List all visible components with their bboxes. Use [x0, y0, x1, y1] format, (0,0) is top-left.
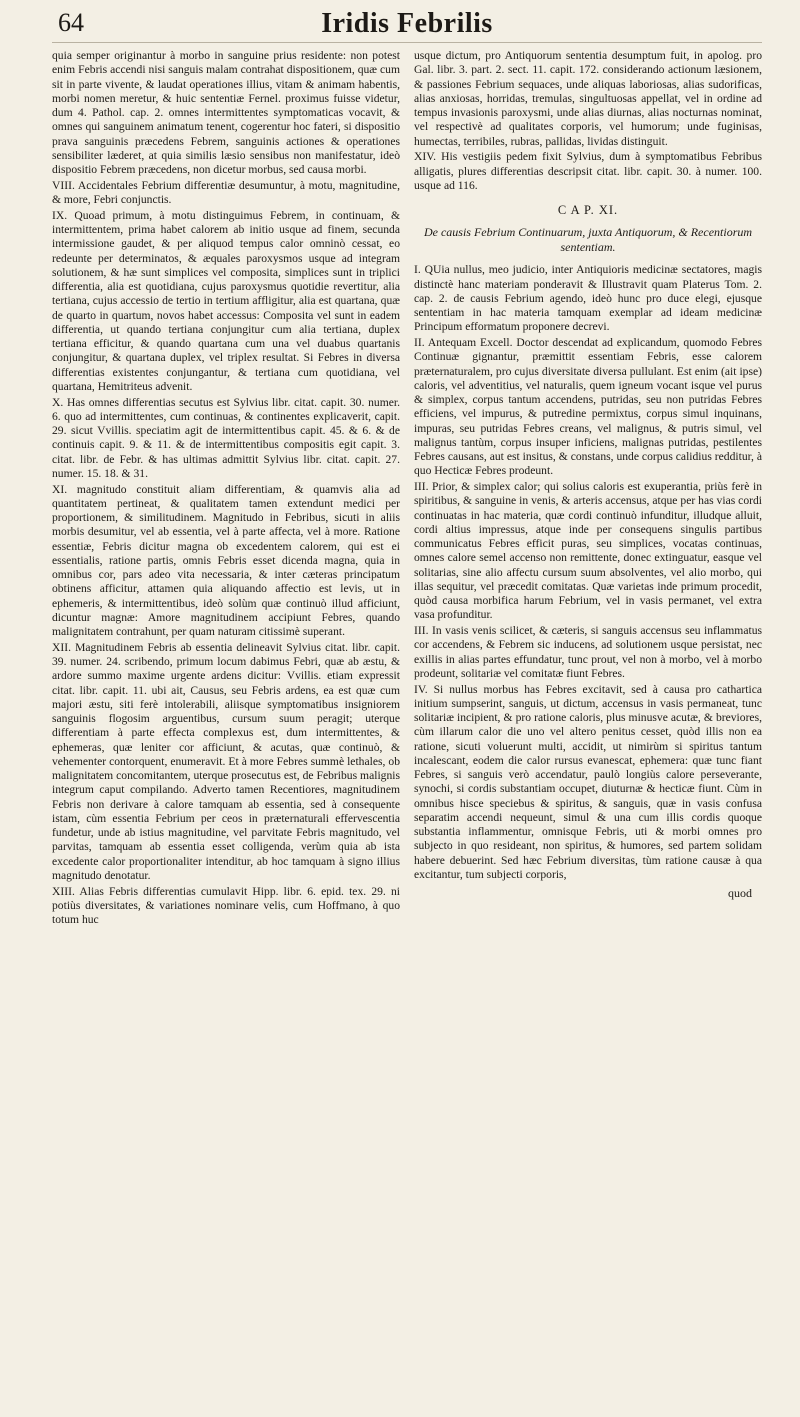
left-paragraph: XI. magnitudo constituit aliam differentiam, & quamvis alia ad quantitatem pertineat, & qualitatem tamen extendunt medici per proportionem, & similitudinem. Magnitudo in Febribus, sicuti in aliis morbis desumitur, vel ab essentia, vel à parte affecta, vel à more. Ratione essentiæ, Febris dicitur magna ob excedentem calorem, qui est ei essentialis, ratione partis, omnis Febris esset dicenda magna, quia in omnibus cor, pars adeo vita necessaria, & inter cæteras principatum obtinens afficitur, attamen quia aliquando affectio est levis, ut in ephemeris, & intermittentibus, ideò solùm quæ continuò illud afficiunt, dicuntur magnæ: Amore magnitudinem accipiunt Febres, quando malignitatem contrahunt, per quam naturam citissimè superant.	[52, 482, 400, 638]
chapter-subtitle: De causis Febrium Continuarum, juxta Antiquorum, & Recentiorum sententiam.	[423, 225, 753, 255]
right-paragraph: III. In vasis venis scilicet, & cæteris, si sanguis accensus seu inflammatus cor accendens, & Febrem sic inducens, ad solutionem usque persistat, nec exillis in alias partes effundatur, tunc prout, vel non à morbo, vel à morbo prodeunt, solitariæ vel comitatæ fiunt Febres.	[414, 624, 762, 680]
left-paragraph: IX. Quoad primum, à motu distinguimus Febrem, in continuam, & intermittentem, prima habet calorem ab initio usque ad finem, secunda intermissione gaudet, & per aliquod tempus calor omninò cessat, eo redeunte per determinatos, & æquales paroxysmos usque ad integram solutionem, & hæ sunt simplices vel composita, simplices sunt in triplici differentia, alia est quotidiana, cujus paroxysmus quotidie revertitur, alia tertiana, cujus accessio de tertio in tertium affligitur, alia est quartana, quæ de quarto in quartum, novos habet accessus: Composita vel sunt in eadem differentia, ut quando tertiana conjungitur cum alia tertiana, duplex tertiana efficitur, & quando quartana cum una vel duabus quartanis conjungitur, & quartana duplex, vel triplex resultat. Si Febres in diversa differentias existentes conjungantur, & tertiana cum quotidiana, vel quartana, Hemitriteus advenit.	[52, 208, 400, 393]
page-number: 64	[58, 8, 84, 37]
left-column	[52, 49, 400, 929]
right-paragraph: III. Prior, & simplex calor; qui solius caloris est exuperantia, priùs ferè in spiritibus, & sanguine in venis, & arteris accensus, atque per has vias cordi continuatas in hac materia, quæ cordi continuò infunditur, illudque alluit, cordi altius impressus, atque inde per consequens singulis partibus communicatus Febres efficit puras, seu simplices, vocatas continuas, omnes calore semel accenso non remittente, donec extinguatur, easque vel solitarias, sine alio affectu cursum suum absolventes, vel alio morbo, qui illas sequitur, vel præcedit comitatas. Quæ varietas inde primum procedit, quòd causa morbifica harum Febrium, vel in vasis permanet, vel extra vasa profunditur.	[414, 480, 762, 622]
right-paragraph: usque dictum, pro Antiquorum sententia desumptum fuit, in apolog. pro Gal. libr. 3. part. 2. sect. 11. capit. 172. considerando actionum læsionem, & passiones Febrium sequaces, unde aliquas laboriosas, alias sudorificas, alias anxiosas, horridas, tremulas, singultuosas appellat, vel in ordine ad tempus invasionis paroxysmi, unde alias diurnas, alias nocturnas nominat, vel respectivè ad qualitates corporis, vel humorum; unde fuginisas, humectas, terribiles, rubras, pallidas, lividas distinguit.	[414, 49, 762, 148]
left-paragraph: VIII. Accidentales Febrium differentiæ desumuntur, à motu, magnitudine, & more, Febri conjunctis.	[52, 178, 400, 206]
left-paragraph: X. Has omnes differentias secutus est Sylvius libr. citat. capit. 30. numer. 6. quo ad intermittentes, cum continuas, & continentes explicaverit, capit. 29. sicut Vvillis. speciatim agit de intermittentibus capit. 45. & 6. & de continuis capit. 9. & 11. & de intermittentibus compositis egit capit. 3. citat. libr. de Febr. & has ultimas admittit Sylvius libr. citat. capit. 27. numer. 15. 18. & 31.	[52, 395, 400, 480]
right-paragraph: XIV. His vestigiis pedem fixit Sylvius, dum à symptomatibus Febribus alligatis, plures differentias descripsit citat. libr. capit. 30. à numer. 100. usque ad 116.	[414, 150, 762, 192]
page-header	[52, 8, 762, 43]
chapter-heading: C A P. XI.	[557, 203, 619, 217]
right-paragraph: IV. Si nullus morbus has Febres excitavit, sed à causa pro cathartica initium sumpserint, sanguis, ut dictum, accensus in vasis permaneat, tunc solitariæ incipient, & pro ratione caloris, plus minusve acutæ, & breviores, cùm illarum calor die uno vel altero penitus cesset, quòd illis non ea ratione, sicuti voluerunt multi, accidit, ut nimirùm si spiritus tantum incalescant, eodem die calor rursus evanescat, ephemera: quæ tunc fiant Febres, si sanguis verò accendatur, paulò longiùs calore perseverante, synochi, si cordis substantiam occupet, diuturnæ & hecticæ fiunt. Cùm in omnibus hisce speciebus & spiritus, & sanguis, quæ in vasis confusa separatim accendi nequeunt, simul & una cum illis cordis quoque substantia inflammentur, omnisque Febris, uti & morbi omnes pro subjecto in quo resideant, non spiritus, & humores, sed partem solidam habere debuerint. Sed hæc Febrium diversitas, tùm ratione causæ à qua excitantur, tum subjecti corporis,	[414, 682, 762, 881]
right-paragraph: II. Antequam Excell. Doctor descendat ad explicandum, quomodo Febres Continuæ gignantur, præmittit essentiam Febris, esse calorem præternaturalem, pro cujus diversitate diversa pullulant. Est enim (ait ipse) caloris, vel adventitius, vel naturalis, quem igneum vocant isque vel purus & simplex, corpus tantum accendens, putridas, seu non putridas Febres efficiens, vel impurus, & putredine permixtus, corpus simul inquinans, impuras, seu putridas Febres creans, vel malignus, & putris simul, vel malignus tantùm, corpus insuper inficiens, malignas putridas, pestilentes Febres causans, aut est insitus, & constans, unde corpus calidius redditur, à quo Hecticæ Febres prodeunt.	[414, 336, 762, 478]
left-paragraph: XIII. Alias Febris differentias cumulavit Hipp. libr. 6. epid. tex. 29. ni potiùs diversitates, & variationes nominare velis, cum Hoffmano, à quo totum huc	[52, 884, 400, 926]
running-head: Iridis Febrilis	[321, 8, 493, 39]
left-paragraph: XII. Magnitudinem Febris ab essentia delineavit Sylvius citat. libr. capit. 39. numer. 24. scribendo, primum locum dabimus Febri, quæ ab æstu, & ardore summo maxime urgente ardens dicitur: Vvillis. etiam expressit citat. libr. capit. 11. ubi ait, Causus, seu Febris ardens, ea est quæ cum majori æstu, siti ferè intolerabili, aliisque symptomatibus insigniorem sanguinis flogosim arguentibus, cursum suum peragit; uterque differentiam à parte effecta complexus est, dum intermittentes, & ephemeras, quæ leniter cor afficiunt, & acutas, quæ continuò, & vehementer contorquent, enumeravit. Et à more Febres summè lethales, ob malignitatem concomitantem, uterque prosecutus est, de Febribus malignis integrum caput compilando. Adverto tamen Recentiores, magnitudinem Febris non derivare à calore tamquam ab essentia, sed à consequente istam, cùm essentia Febrium per ceos in præternaturali effervescentia fundetur, unde ab istius magnitudine, vel parvitate Febris magnitudo, vel parvitas, tamquam ab essentia esset colligenda, verùm quia ab ista excedente calor proportionaliter intenditur, ab hoc tamquam à signo illius magnitudo denotatur.	[52, 640, 400, 882]
left-paragraph: quia semper originantur à morbo in sanguine prius residente: non potest enim Febris accendi nisi sanguis malam contrahat dispositionem, quæ cum sit in parte vivente, & laudat operationes illius, vitam & animam habentis, morbi nomen meretur, & huic sententiæ Fernel. proximus fuisse videtur, dum 4. Pathol. cap. 2. omnes intermittentes symptomaticas vocavit, & omnes qui sanguinem animatum tenent, cogerentur hoc fateri, si dispositio prava sanguinis præcedens Febrem, sanguinis actiones & operationes sensibiliter læderet, at quia similis læsio sensibus non manifestatur, ideò dispositio Febrem præcedens, non dicetur morbus, sed causa morbi.	[52, 49, 400, 176]
right-paragraph: I. QUia nullus, meo judicio, inter Antiquioris medicinæ sectatores, magis distinctè hanc materiam ponderavit & Illustravit quam Platerus Tom. 2. cap. 2. de causis Febrium agendo, ideò hunc pro duce elegi, ejusque sententiam in hac materia tamquam exemplar ad ideam medicinæ Principum efformatum proponere decrevi.	[414, 263, 762, 334]
text-columns	[52, 49, 762, 929]
catchword: quod	[728, 886, 752, 900]
right-column	[414, 49, 762, 929]
